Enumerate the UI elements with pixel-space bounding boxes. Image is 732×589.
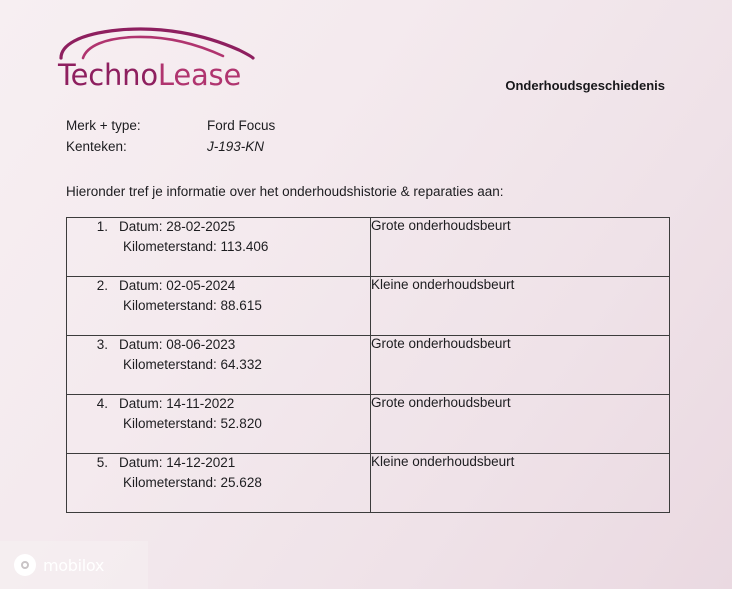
label-brand-type: Merk + type: xyxy=(66,118,141,133)
entry-date: Datum: 28-02-2025 xyxy=(119,219,236,234)
entry-mileage: Kilometerstand: 64.332 xyxy=(123,357,262,372)
logo-wordmark xyxy=(58,58,241,92)
entry-details-cell xyxy=(67,395,371,454)
mobilox-watermark xyxy=(0,541,148,589)
table-row xyxy=(67,277,670,336)
entry-mileage: Kilometerstand: 25.628 xyxy=(123,475,262,490)
mobilox-circle-inner xyxy=(21,561,29,569)
entry-index: 2. xyxy=(96,278,108,293)
entry-date: Datum: 14-12-2021 xyxy=(119,455,236,470)
logo-word-lease: Lease xyxy=(157,58,242,92)
value-license-plate: J-193-KN xyxy=(207,139,265,154)
maintenance-history-table xyxy=(66,217,670,513)
entry-details-cell xyxy=(67,218,371,277)
entry-details-cell xyxy=(67,454,371,513)
entry-index: 3. xyxy=(96,337,108,352)
entry-description: Kleine onderhoudsbeurt xyxy=(371,454,670,513)
label-license-plate: Kenteken: xyxy=(66,139,127,154)
entry-description: Grote onderhoudsbeurt xyxy=(371,218,670,277)
table-row xyxy=(67,395,670,454)
value-brand-type: Ford Focus xyxy=(207,118,276,133)
vehicle-info-row-license xyxy=(66,139,275,160)
vehicle-info-block xyxy=(66,118,275,160)
entry-description: Grote onderhoudsbeurt xyxy=(371,336,670,395)
page-title: Onderhoudsgeschiedenis xyxy=(505,78,665,93)
entry-index: 1. xyxy=(96,219,108,234)
vehicle-info-row-brand xyxy=(66,118,275,139)
entry-index: 4. xyxy=(96,396,108,411)
entry-description: Grote onderhoudsbeurt xyxy=(371,395,670,454)
entry-details-cell xyxy=(67,277,371,336)
logo-word-techno: Techno xyxy=(58,58,158,92)
table-row xyxy=(67,454,670,513)
table-row xyxy=(67,218,670,277)
entry-date: Datum: 14-11-2022 xyxy=(119,396,235,411)
intro-text: Hieronder tref je informatie over het onderhoudshistorie & reparaties aan: xyxy=(66,184,504,199)
entry-mileage: Kilometerstand: 113.406 xyxy=(123,239,269,254)
entry-index: 5. xyxy=(96,455,108,470)
technolease-logo xyxy=(57,24,267,92)
watermark-label: mobilox xyxy=(43,555,105,575)
entry-mileage: Kilometerstand: 52.820 xyxy=(123,416,262,431)
entry-date: Datum: 08-06-2023 xyxy=(119,337,236,352)
mobilox-circle-icon xyxy=(14,554,36,576)
entry-details-cell xyxy=(67,336,371,395)
entry-description: Kleine onderhoudsbeurt xyxy=(371,277,670,336)
entry-mileage: Kilometerstand: 88.615 xyxy=(123,298,262,313)
table-row xyxy=(67,336,670,395)
entry-date: Datum: 02-05-2024 xyxy=(119,278,236,293)
